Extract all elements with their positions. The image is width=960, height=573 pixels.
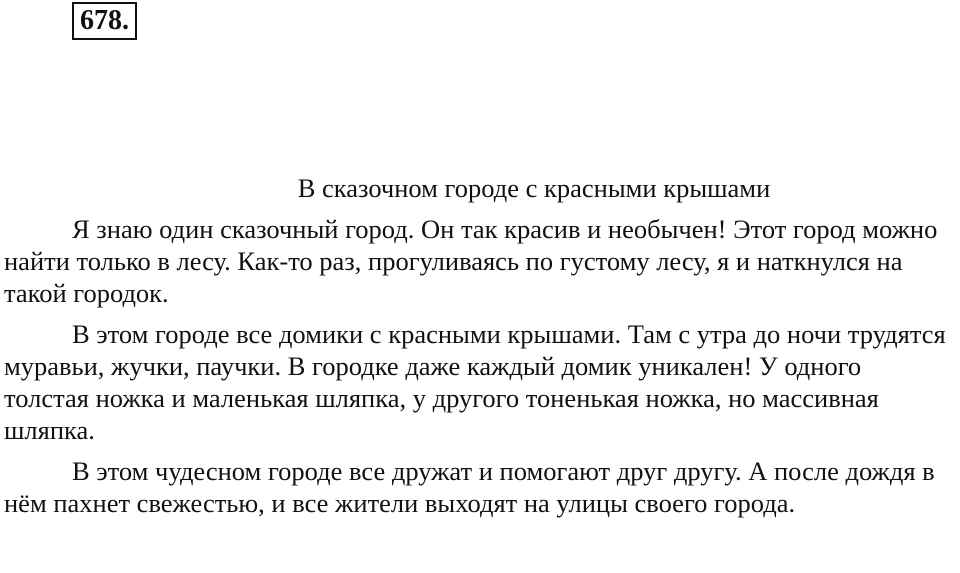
- text-title: В сказочном городе с красными крышами: [297, 173, 771, 203]
- paragraph-3: В этом чудесном городе все дружат и помогают друг другу. А после дождя в нём пахнет свежестью, и все жители выходят на улицы своего города.: [4, 456, 935, 518]
- text-content: [4, 172, 948, 528]
- paragraph-1: Я знаю один сказочный город. Он так красив и необычен! Этот город можно найти только в лесу. Как-то раз, прогуливаясь по густому лесу, я и наткнулся на такой городок.: [4, 214, 938, 308]
- exercise-number: 678.: [72, 2, 137, 40]
- paragraph-2: В этом городе все домики с красными крышами. Там с утра до ночи трудятся муравьи, жучки, паучки. В городке даже каждый домик уникален! У одного толстая ножка и маленькая шляпка, у другого тоненькая ножка, но массивная шляпка.: [4, 319, 946, 445]
